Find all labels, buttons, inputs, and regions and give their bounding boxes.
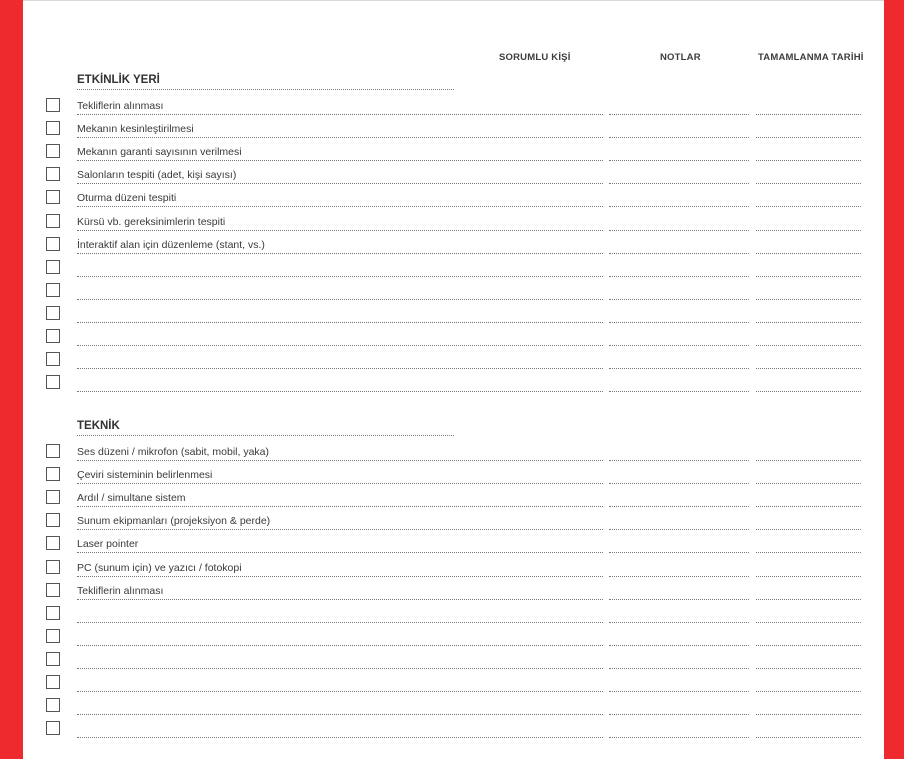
notes-line[interactable] <box>609 299 749 300</box>
checklist-row <box>0 626 904 649</box>
completion-date-line[interactable] <box>756 714 861 715</box>
checklist-row <box>0 141 904 164</box>
task-label: Sunum ekipmanları (projeksiyon & perde) <box>77 515 271 528</box>
column-header-notes: NOTLAR <box>660 52 701 63</box>
checklist-row <box>0 557 904 580</box>
notes-line[interactable] <box>609 645 749 646</box>
task-checkbox[interactable] <box>46 652 60 666</box>
task-line[interactable] <box>77 737 603 738</box>
completion-date-line[interactable] <box>756 230 861 231</box>
checklist-row <box>0 326 904 349</box>
task-checkbox[interactable] <box>46 237 60 251</box>
notes-line[interactable] <box>609 276 749 277</box>
task-checkbox[interactable] <box>46 560 60 574</box>
section-title: ETKİNLİK YERİ <box>77 74 160 86</box>
notes-line[interactable] <box>609 668 749 669</box>
completion-date-line[interactable] <box>756 622 861 623</box>
task-line[interactable] <box>77 529 603 530</box>
checklist-row <box>0 487 904 510</box>
notes-line[interactable] <box>609 529 749 530</box>
checklist-row <box>0 580 904 603</box>
task-checkbox[interactable] <box>46 721 60 735</box>
completion-date-line[interactable] <box>756 483 861 484</box>
task-checkbox[interactable] <box>46 583 60 597</box>
checklist-row <box>0 95 904 118</box>
task-label: Mekanın kesinleştirilmesi <box>77 123 194 136</box>
completion-date-line[interactable] <box>756 160 861 161</box>
notes-line[interactable] <box>609 506 749 507</box>
notes-line[interactable] <box>609 230 749 231</box>
task-label: Tekliflerin alınması <box>77 584 164 597</box>
completion-date-line[interactable] <box>756 737 861 738</box>
notes-line[interactable] <box>609 206 749 207</box>
task-label: İnteraktif alan için düzenleme (stant, vs.) <box>77 238 265 251</box>
checklist-row <box>0 464 904 487</box>
task-checkbox[interactable] <box>46 606 60 620</box>
completion-date-line[interactable] <box>756 276 861 277</box>
completion-date-line[interactable] <box>756 460 861 461</box>
completion-date-line[interactable] <box>756 137 861 138</box>
checklist-row <box>0 672 904 695</box>
task-line[interactable] <box>77 368 603 369</box>
checklist-row <box>0 372 904 395</box>
notes-line[interactable] <box>609 137 749 138</box>
completion-date-line[interactable] <box>756 391 861 392</box>
task-checkbox[interactable] <box>46 144 60 158</box>
notes-line[interactable] <box>609 599 749 600</box>
task-line[interactable] <box>77 599 603 600</box>
task-checkbox[interactable] <box>46 444 60 458</box>
task-line[interactable] <box>77 576 603 577</box>
completion-date-line[interactable] <box>756 599 861 600</box>
task-line[interactable] <box>77 114 603 115</box>
task-checkbox[interactable] <box>46 698 60 712</box>
notes-line[interactable] <box>609 552 749 553</box>
checklist-row <box>0 257 904 280</box>
task-checkbox[interactable] <box>46 536 60 550</box>
completion-date-line[interactable] <box>756 529 861 530</box>
task-label: Laser pointer <box>77 538 139 551</box>
task-line[interactable] <box>77 552 603 553</box>
checklist-row <box>0 718 904 741</box>
checklist-row <box>0 533 904 556</box>
section-title: TEKNİK <box>77 420 120 432</box>
task-line[interactable] <box>77 668 603 669</box>
task-checkbox[interactable] <box>46 283 60 297</box>
notes-line[interactable] <box>609 114 749 115</box>
task-label: Kürsü vb. gereksinimlerin tespiti <box>77 215 226 228</box>
notes-line[interactable] <box>609 483 749 484</box>
notes-line[interactable] <box>609 253 749 254</box>
notes-line[interactable] <box>609 160 749 161</box>
task-line[interactable] <box>77 276 603 277</box>
task-line[interactable] <box>77 183 603 184</box>
top-border <box>23 0 884 1</box>
checklist-row <box>0 695 904 718</box>
checklist-row <box>0 349 904 372</box>
column-header-completion-date: TAMAMLANMA TARİHİ <box>758 52 864 63</box>
task-line[interactable] <box>77 460 603 461</box>
task-checkbox[interactable] <box>46 490 60 504</box>
task-checkbox[interactable] <box>46 98 60 112</box>
checklist-row <box>0 510 904 533</box>
task-line[interactable] <box>77 391 603 392</box>
task-label: Ardıl / simultane sistem <box>77 492 186 505</box>
completion-date-line[interactable] <box>756 114 861 115</box>
completion-date-line[interactable] <box>756 322 861 323</box>
completion-date-line[interactable] <box>756 368 861 369</box>
task-checkbox[interactable] <box>46 675 60 689</box>
column-header-responsible: SORUMLU KİŞİ <box>499 52 571 63</box>
completion-date-line[interactable] <box>756 183 861 184</box>
notes-line[interactable] <box>609 391 749 392</box>
task-label: Mekanın garanti sayısının verilmesi <box>77 146 242 159</box>
task-checkbox[interactable] <box>46 375 60 389</box>
task-line[interactable] <box>77 506 603 507</box>
task-checkbox[interactable] <box>46 329 60 343</box>
checklist-row <box>0 441 904 464</box>
section-underline <box>77 435 454 436</box>
notes-line[interactable] <box>609 576 749 577</box>
task-checkbox[interactable] <box>46 467 60 481</box>
checklist-row <box>0 118 904 141</box>
completion-date-line[interactable] <box>756 206 861 207</box>
task-checkbox[interactable] <box>46 214 60 228</box>
checklist-row <box>0 303 904 326</box>
section-underline <box>77 89 454 90</box>
task-checkbox[interactable] <box>46 513 60 527</box>
task-label: Salonların tespiti (adet, kişi sayısı) <box>77 169 237 182</box>
task-checkbox[interactable] <box>46 260 60 274</box>
completion-date-line[interactable] <box>756 668 861 669</box>
checklist-row <box>0 187 904 210</box>
task-line[interactable] <box>77 714 603 715</box>
checklist-row <box>0 649 904 672</box>
checklist-row <box>0 280 904 303</box>
task-line[interactable] <box>77 299 603 300</box>
task-checkbox[interactable] <box>46 190 60 204</box>
notes-line[interactable] <box>609 322 749 323</box>
notes-line[interactable] <box>609 737 749 738</box>
task-label: PC (sunum için) ve yazıcı / fotokopi <box>77 561 242 574</box>
completion-date-line[interactable] <box>756 345 861 346</box>
notes-line[interactable] <box>609 345 749 346</box>
notes-line[interactable] <box>609 622 749 623</box>
task-line[interactable] <box>77 322 603 323</box>
task-checkbox[interactable] <box>46 167 60 181</box>
task-line[interactable] <box>77 230 603 231</box>
task-line[interactable] <box>77 345 603 346</box>
completion-date-line[interactable] <box>756 299 861 300</box>
task-line[interactable] <box>77 645 603 646</box>
notes-line[interactable] <box>609 368 749 369</box>
completion-date-line[interactable] <box>756 576 861 577</box>
task-checkbox[interactable] <box>46 306 60 320</box>
notes-line[interactable] <box>609 460 749 461</box>
checklist-row <box>0 211 904 234</box>
task-label: Tekliflerin alınması <box>77 100 164 112</box>
task-checkbox[interactable] <box>46 352 60 366</box>
completion-date-line[interactable] <box>756 506 861 507</box>
checklist-row <box>0 234 904 257</box>
completion-date-line[interactable] <box>756 552 861 553</box>
task-line[interactable] <box>77 137 603 138</box>
task-line[interactable] <box>77 622 603 623</box>
notes-line[interactable] <box>609 714 749 715</box>
notes-line[interactable] <box>609 691 749 692</box>
task-checkbox[interactable] <box>46 121 60 135</box>
task-label: Ses düzeni / mikrofon (sabit, mobil, yaka) <box>77 446 269 458</box>
checklist-row <box>0 164 904 187</box>
task-line[interactable] <box>77 691 603 692</box>
task-line[interactable] <box>77 483 603 484</box>
completion-date-line[interactable] <box>756 645 861 646</box>
task-line[interactable] <box>77 253 603 254</box>
notes-line[interactable] <box>609 183 749 184</box>
task-line[interactable] <box>77 206 603 207</box>
completion-date-line[interactable] <box>756 253 861 254</box>
task-line[interactable] <box>77 160 603 161</box>
task-checkbox[interactable] <box>46 629 60 643</box>
task-label: Oturma düzeni tespiti <box>77 192 177 205</box>
completion-date-line[interactable] <box>756 691 861 692</box>
task-label: Çeviri sisteminin belirlenmesi <box>77 469 213 482</box>
checklist-row <box>0 603 904 626</box>
